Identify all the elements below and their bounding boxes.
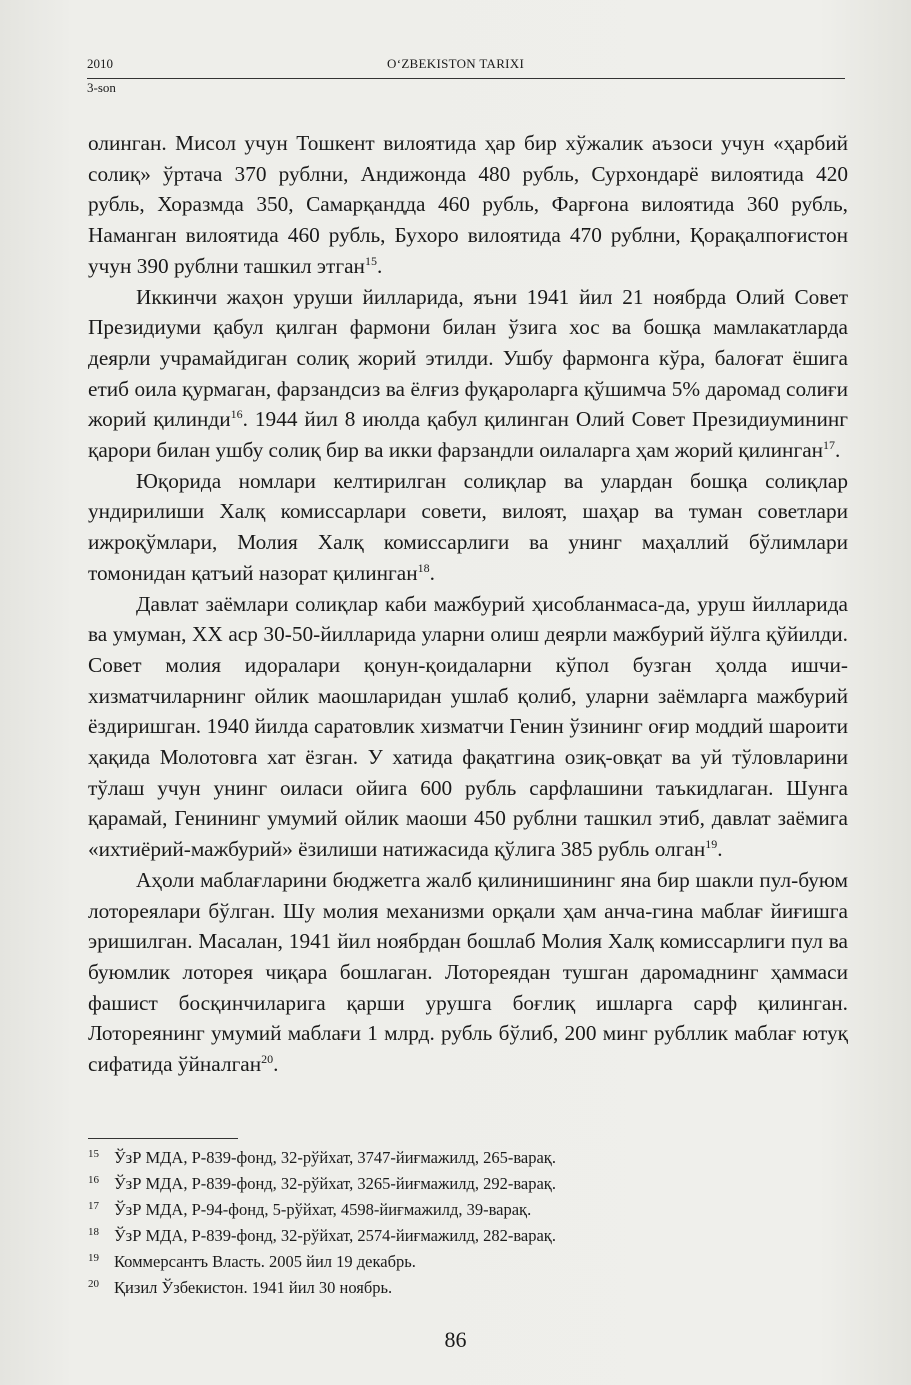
footnote-ref: 19 — [705, 837, 718, 852]
journal-title: O‘ZBEKISTON TARIXI — [387, 56, 525, 71]
page-number: 86 — [444, 1327, 467, 1352]
footnote: 17 ЎзР МДА, Р-94-фонд, 5-рўйхат, 4598-йиғмажилд, 39-варақ. — [88, 1200, 532, 1219]
footnote-ref: 16 — [230, 407, 243, 422]
article-body — [88, 128, 848, 1080]
paragraph: Аҳоли маблағларини бюджетга жалб қилинишининг яна бир шакли пул-буюм лотореялари бўлган. Шу молия механизми орқали ҳам анча-гина маблағ йиғишга эришилган. Масалан, 1941 йил ноябрдан бошлаб Молия Халқ комиссарлиги пул ва буюмлик лоторея чиқара бошлаган. Лотореядан тушган даромаднинг ҳаммаси фашист босқинчиларига қарши урушга боғлиқ ишларга сарф қилинган. Лотореянинг умумий маблағи 1 млрд. рубль бўлиб, 200 минг рубллик маблағ ютуқ сифатида ўйналган$^{20}$. — [88, 867, 848, 1077]
footnote-divider — [88, 1138, 238, 1139]
footnote: 16 ЎзР МДА, Р-839-фонд, 32-рўйхат, 3265-йиғмажилд, 292-варақ. — [88, 1174, 556, 1193]
running-header — [87, 56, 845, 79]
paragraph: Иккинчи жаҳон уруши йилларида, яъни 1941 йил 21 ноябрда Олий Совет Президиуми қабул қилган фармони билан ўзига хос ва бошқа мамлакатларда деярли учрамайдиган солиқ жорий этилди. Ушбу фармонга кўра, балоғат ёшига етиб оила қурмаган, фарзандсиз ва ёлғиз фуқароларга қўшимча 5% даромад солиғи жорий қилинди$^{16}$. 1944 йил 8 июлда қабул қилинган Олий Совет Президиумининг қарори билан ушбу солиқ бир ва икки фарзандли оилаларга ҳам жорий қилинган$^{17}$. — [88, 284, 849, 463]
footnote-ref: 15 — [364, 253, 377, 268]
issue-number: 3-son — [87, 80, 116, 95]
footnotes — [88, 1145, 788, 1301]
footnote: 20 Қизил Ўзбекистон. 1941 йил 30 ноябрь. — [88, 1278, 393, 1297]
footnote-ref: 18 — [417, 560, 430, 575]
footnote: 19 Коммерсантъ Власть. 2005 йил 19 декабрь. — [88, 1252, 416, 1271]
paragraph: олинган. Мисол учун Тошкент вилоятида ҳар бир хўжалик аъзоси учун «ҳарбий солиқ» ўртача 370 рублни, Андижонда 480 рубль, Сурхондарё вилоятида 420 рубль, Хоразмда 350, Самарқандда 460 рубль, Фарғона вилоятида 360 рубль, Наманган вилоятида 460 рубль, Бухоро вилоятида 470 рублни, Қорақалпоғистон учун 390 рублни ташкил этган$^{15}$. — [88, 131, 848, 278]
footnote-ref: 20 — [261, 1052, 274, 1066]
footnote-ref: 17 — [823, 437, 836, 452]
paragraph: Давлат заёмлари солиқлар каби мажбурий ҳисобланмаса-да, уруш йилларида ва умуман, XX аср 30-50-йилларида уларни олиш деярли мажбурий йўлга қўйилди. Совет молия идоралари қонун-қоидаларни кўпол бузган ҳолда ишчи-хизматчиларнинг ойлик маошларидан ушлаб қолиб, уларни заёмларга мажбурий ёздиришган. 1940 йилда саратовлик хизматчи Генин ўзининг оғир моддий шароити ҳақида Молотовга хат ёзган. У хатида фақатгина озиқ-овқат ва уй тўловларини тўлаш учун унинг оиласи ойига 600 рубль сарфлашини таъкидлаган. Шунга қарамай, Генининг умумий ойлик маоши 450 рублни ташкил этиб, давлат заёмига «ихтиёрий-мажбурий» ёзилиши натижасида қўлига 385 рубль олган$^{19}$. — [88, 591, 848, 862]
paragraph: Юқорида номлари келтирилган солиқлар ва улардан бошқа солиқлар ундирилиши Халқ комиссарлари совети, вилоят, шаҳар ва туман советлари ижроқўмлари, Молия Халқ комиссарлиги ва унинг маҳаллий бўлимлари томонидан қатъий назорат қилинган$^{18}$. — [88, 468, 848, 585]
footnote: 15 ЎзР МДА, Р-839-фонд, 32-рўйхат, 3747-йиғмажилд, 265-варақ. — [88, 1148, 556, 1167]
footnote: 18 ЎзР МДА, Р-839-фонд, 32-рўйхат, 2574-йиғмажилд, 282-варақ. — [88, 1226, 556, 1245]
header-year: 2010 — [87, 56, 113, 71]
